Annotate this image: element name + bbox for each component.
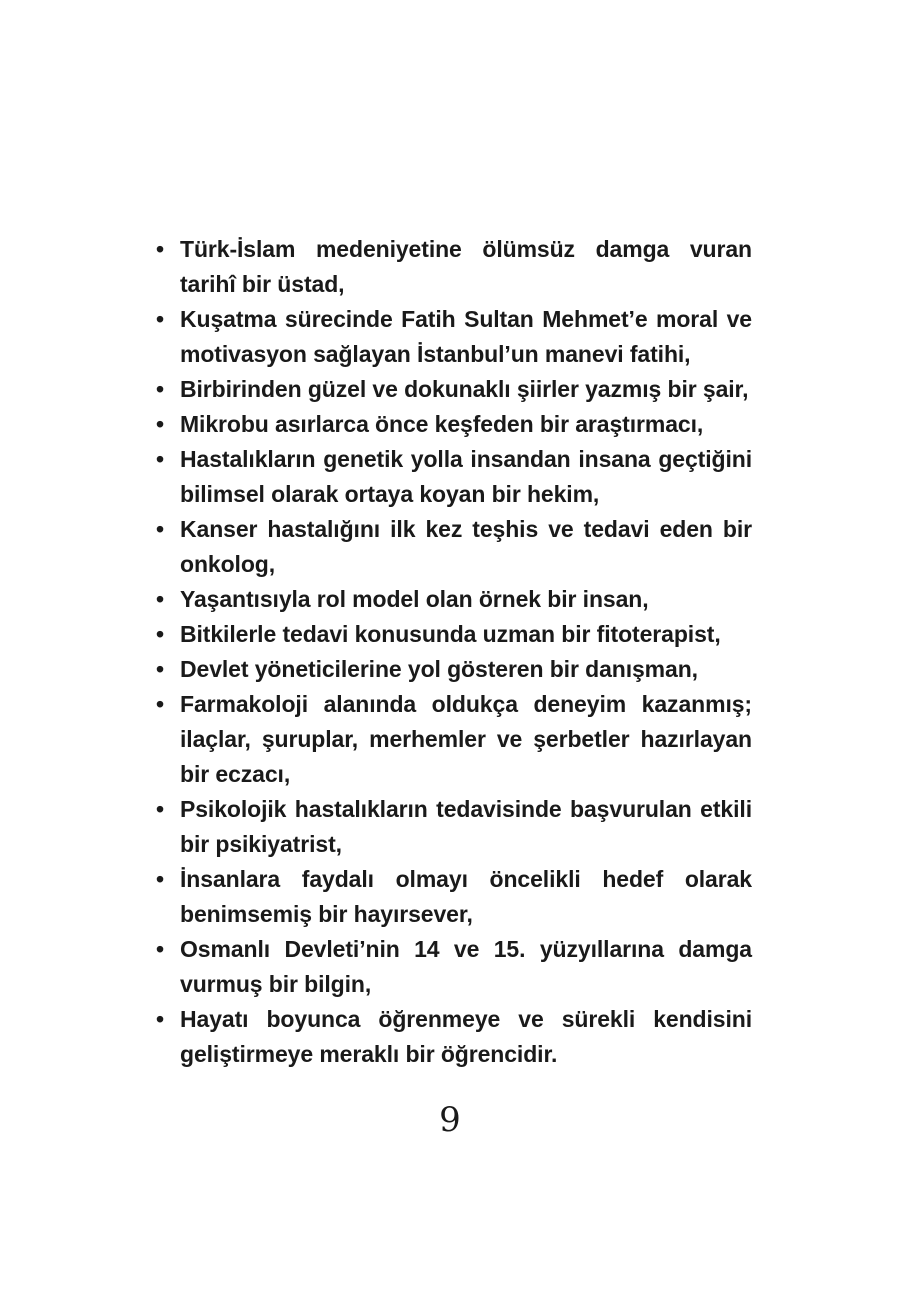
- bullet-dot-icon: •: [156, 516, 164, 542]
- list-item: [152, 512, 752, 582]
- list-item: [152, 932, 752, 1002]
- list-item-text: Yaşantısıyla rol model olan örnek bir insan,: [180, 586, 649, 612]
- bullet-dot-icon: •: [156, 376, 164, 402]
- list-item-text: Farmakoloji alanında oldukça deneyim kazanmış; ilaçlar, şuruplar, merhemler ve şerbetler hazırlayan bir eczacı,: [180, 691, 752, 787]
- list-item-text: Türk-İslam medeniyetine ölümsüz damga vuran tarihî bir üstad,: [180, 236, 752, 297]
- list-item: [152, 442, 752, 512]
- list-item-text: Mikrobu asırlarca önce keşfeden bir araştırmacı,: [180, 411, 704, 437]
- bullet-dot-icon: •: [156, 936, 164, 962]
- list-item: [152, 407, 752, 442]
- bullet-dot-icon: •: [156, 586, 164, 612]
- bullet-dot-icon: •: [156, 621, 164, 647]
- bullet-dot-icon: •: [156, 446, 164, 472]
- bullet-dot-icon: •: [156, 411, 164, 437]
- list-item: [152, 617, 752, 652]
- list-item-text: Hayatı boyunca öğrenmeye ve sürekli kendisini geliştirmeye meraklı bir öğrencidir.: [180, 1006, 752, 1067]
- list-item: [152, 582, 752, 617]
- page-number: 9: [439, 1100, 461, 1140]
- bullet-dot-icon: •: [156, 1006, 164, 1032]
- list-item: [152, 792, 752, 862]
- list-item: [152, 372, 752, 407]
- list-item: [152, 652, 752, 687]
- bullet-dot-icon: •: [156, 236, 164, 262]
- list-item-text: Bitkilerle tedavi konusunda uzman bir fitoterapist,: [180, 621, 721, 647]
- list-item: [152, 862, 752, 932]
- list-item: [152, 302, 752, 372]
- bullet-dot-icon: •: [156, 656, 164, 682]
- bullet-dot-icon: •: [156, 306, 164, 332]
- list-item-text: İnsanlara faydalı olmayı öncelikli hedef olarak benimsemiş bir hayırsever,: [180, 866, 752, 927]
- bullet-dot-icon: •: [156, 796, 164, 822]
- list-item: [152, 687, 752, 792]
- list-item-text: Hastalıkların genetik yolla insandan insana geçtiğini bilimsel olarak ortaya koyan bir hekim,: [180, 446, 752, 507]
- bullet-dot-icon: •: [156, 691, 164, 717]
- list-item-text: Osmanlı Devleti’nin 14 ve 15. yüzyıllarına damga vurmuş bir bilgin,: [180, 936, 752, 997]
- bullet-list: [152, 232, 752, 1072]
- list-item-text: Psikolojik hastalıkların tedavisinde başvurulan etkili bir psikiyatrist,: [180, 796, 752, 857]
- list-item-text: Kanser hastalığını ilk kez teşhis ve tedavi eden bir onkolog,: [180, 516, 752, 577]
- list-item-text: Birbirinden güzel ve dokunaklı şiirler yazmış bir şair,: [180, 376, 749, 402]
- list-item: [152, 1002, 752, 1072]
- bullet-dot-icon: •: [156, 866, 164, 892]
- list-item-text: Devlet yöneticilerine yol gösteren bir danışman,: [180, 656, 698, 682]
- list-item: [152, 232, 752, 302]
- list-item-text: Kuşatma sürecinde Fatih Sultan Mehmet’e moral ve motivasyon sağlayan İstanbul’un manevi fatihi,: [180, 306, 752, 367]
